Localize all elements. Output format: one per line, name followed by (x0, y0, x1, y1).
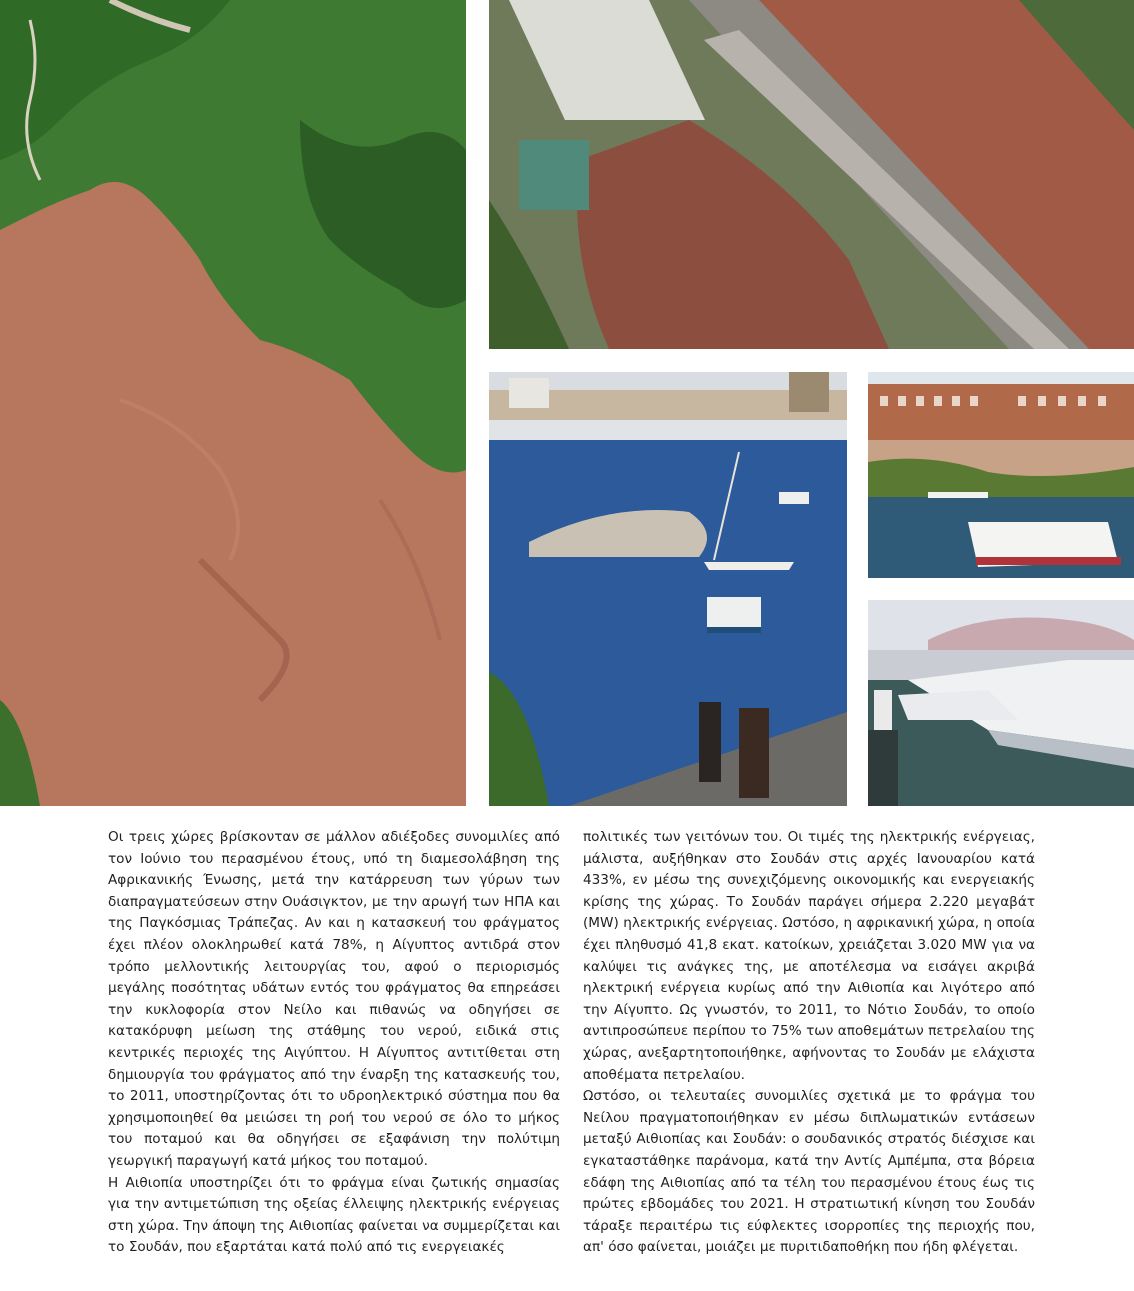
aswan-nile-photo (489, 372, 847, 806)
hotel-nile-photo (868, 372, 1134, 578)
article-paragraph: πολιτικές των γειτόνων του. Οι τιμές της ηλεκτρικής ενέργειας, μάλιστα, αυξήθηκαν στο Σουδάν στις αρχές Ιανουαρίου κατά 433%, εν μέσω της συνεχιζόμενης οικονομικής και ενεργειακής κρίσης της χώρας. Το Σουδάν παράγει σήμερα 2.220 μεγαβάτ (MW) ηλεκτρικής ενέργειας. Ωστόσο, η αφρικανική χώρα, η οποία έχει πληθυσμό 41,8 εκατ. κατοίκων, χρειάζεται 3.020 MW για να καλύψει τις ανάγκες της, με αποτέλεσμα να εισάγει ακριβά ηλεκτρική ενέργεια κυρίως από την Αιθιοπία και λιγότερο από την Αίγυπτο. Ως γνωστόν, το 2011, το Νότιο Σουδάν, το οποίο αντιπροσώπευε περίπου το 75% των αποθεμάτων πετρελαίου της χώρας, ανεξαρτητοποιήθηκε, αφήνοντας το Σουδάν με ελάχιστα αποθέματα πετρελαίου. (583, 829, 1035, 1083)
article-paragraph: Οι τρεις χώρες βρίσκονταν σε μάλλον αδιέξοδες συνομιλίες από τον Ιούνιο του περασμένου έτους, υπό τη διαμεσολάβηση της Αφρικανικής Ένωσης, μετά την κατάρρευση των γύρων των διαπραγματεύσεων στην Ουάσιγκτον, με την αρωγή των ΗΠΑ και της Παγκόσμιας Τράπεζας. Αν και η κατασκευή του φράγματος έχει πλέον ολοκληρωθεί κατά 78%, η Αίγυπτος αντιδρά στον τρόπο μελλοντικής λειτουργίας του, αφού ο περιορισμός μεγάλης ποσότητας υδάτων εντός του φράγματος θα επηρεάσει την κυκλοφορία στον Νείλο και πιθανώς να οδηγήσει σε κατακόρυφη μείωση της στάθμης του νερού, ειδικά στις κεντρικές περιοχές της Αιγύπτου. Η Αίγυπτος αντιτίθεται στη δημιουργία του φράγματος από την έναρξη της κατασκευής του, το 2011, υποστηρίζοντας ότι το υδροηλεκτρικό σύστημα που θα χρησιμοποιηθεί θα μειώσει τη ροή του νερού σε όλο το μήκος του ποταμού και θα οδηγήσει σε εξαφάνιση την πολύτιμη γεωργική παραγωγή κατά μήκος του ποταμού. (108, 829, 560, 1169)
article-paragraph: Η Αιθιοπία υποστηρίζει ότι το φράγμα είναι ζωτικής σημασίας για την αντιμετώπιση της οξείας έλλειψης ηλεκτρικής ενέργειας στη χώρα. Την άποψη της Αιθιοπίας φαίνεται να συμμερίζεται και το Σουδάν, που εξαρτάται κατά πολύ από τις ενεργειακές (108, 1174, 560, 1256)
article-column-right (583, 827, 1035, 1259)
cruise-boats-photo (868, 600, 1134, 806)
aerial-reservoir-photo (0, 0, 466, 806)
article-paragraph: Ωστόσο, οι τελευταίες συνομιλίες σχετικά με το φράγμα του Νείλου πραγματοποιήθηκαν εν μέσω διπλωματικών εντάσεων μεταξύ Αιθιοπίας και Σουδάν: ο σουδανικός στρατός διέσχισε και εγκαταστάθηκε παράνομα, κατά την Αντίς Αμπέμπα, στα βόρεια εδάφη της Αιθιοπίας από τα τέλη του περασμένου έτους έως τις πρώτες εβδομάδες του 2021. Η στρατιωτική κίνηση του Σουδάν τάραξε περαιτέρω τις εύφλεκτες ισορροπίες της περιοχής που, απ' όσο φαίνεται, μοιάζει με πυριτιδαποθήκη που ήδη φλέγεται. (583, 1088, 1035, 1256)
dam-aerial-photo (489, 0, 1134, 349)
article-column-left (108, 827, 560, 1259)
